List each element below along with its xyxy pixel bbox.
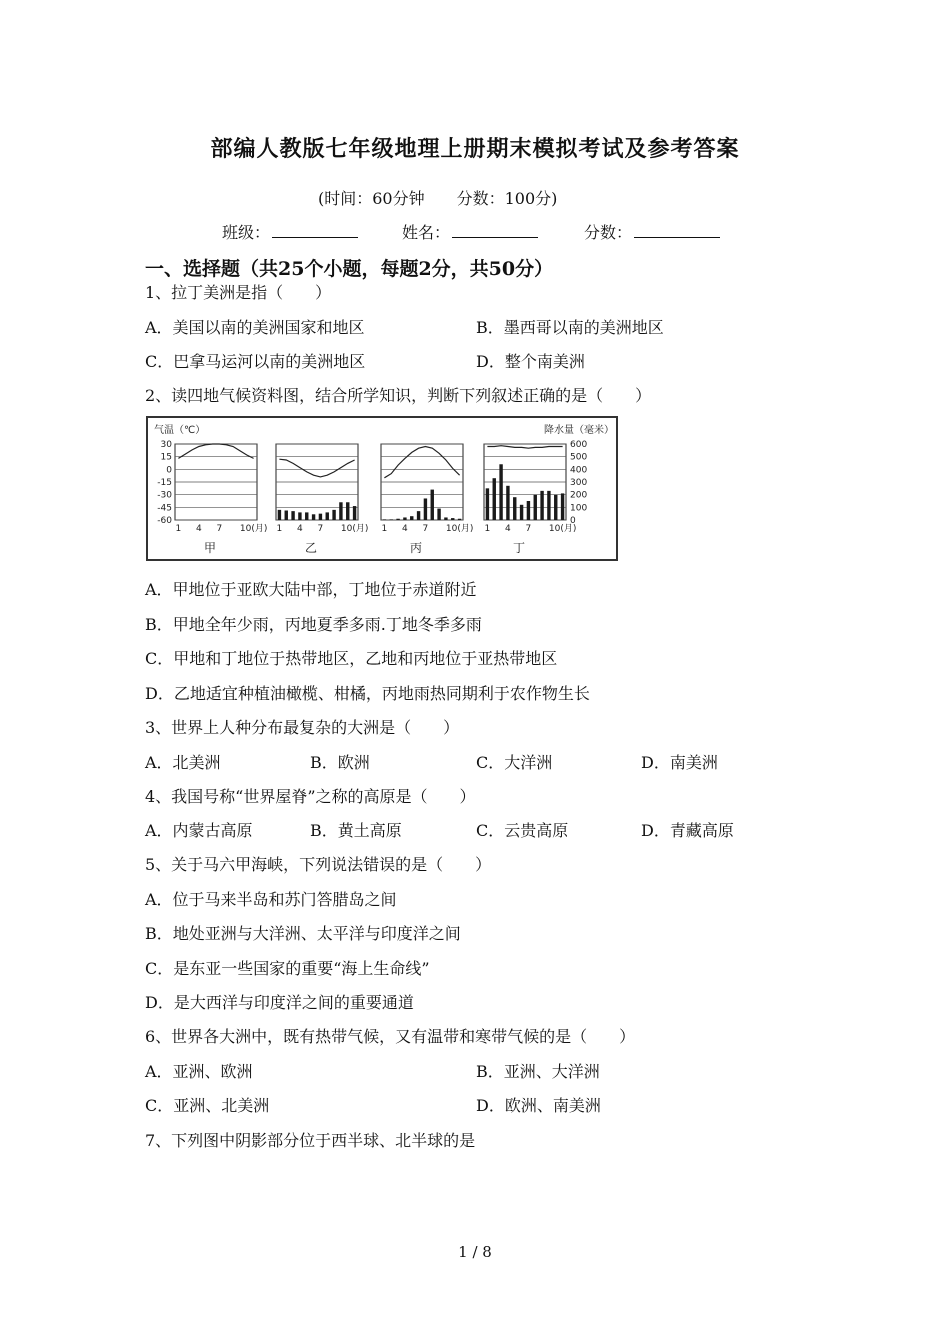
question-5-option-a[interactable]: A．位于马来半岛和苏门答腊岛之间: [145, 890, 397, 909]
question-1-stem: 1、拉丁美洲是指（ ）: [145, 283, 332, 302]
month-tick-label: 7: [525, 524, 532, 534]
question-3-option-a[interactable]: A．北美洲: [145, 753, 221, 772]
precipitation-bar: [319, 514, 322, 520]
precipitation-bar: [410, 516, 413, 520]
question-6-option-c[interactable]: C．亚洲、北美洲: [145, 1096, 270, 1115]
precipitation-bar: [561, 493, 564, 520]
month-tick-label: 10(月): [340, 524, 369, 534]
question-4-option-c[interactable]: C．云贵高原: [476, 821, 569, 840]
month-tick-label: 10(月): [445, 524, 474, 534]
month-tick-label: 7: [422, 524, 429, 534]
precipitation-bar: [493, 478, 496, 520]
month-tick-label: 1: [276, 524, 283, 534]
question-5-option-d[interactable]: D．是大西洋与印度洋之间的重要通道: [145, 993, 414, 1012]
precipitation-axis-label: 降水量（毫米）: [544, 425, 614, 436]
section-heading: 一、选择题（共25个小题，每题2分，共50分）: [145, 258, 554, 280]
precipitation-bar: [486, 488, 489, 520]
precipitation-tick-label: 300: [570, 478, 588, 488]
question-1-option-d[interactable]: D．整个南美洲: [476, 352, 585, 371]
question-3-option-b[interactable]: B．欧洲: [310, 753, 370, 772]
question-4-option-d[interactable]: D．青藏高原: [641, 821, 734, 840]
precipitation-bar: [353, 506, 356, 520]
precipitation-bar: [346, 502, 349, 520]
panel-name-label: 丁: [512, 541, 526, 555]
name-field: [402, 220, 538, 243]
month-tick-label: 4: [402, 524, 408, 534]
question-6-option-a[interactable]: A．亚洲、欧洲: [145, 1062, 253, 1081]
question-6-stem: 6、世界各大洲中，既有热带气候，又有温带和寒带气候的是（ ）: [145, 1027, 636, 1046]
class-blank[interactable]: [272, 223, 358, 238]
climate-chart-svg: [148, 418, 616, 559]
temperature-tick-label: -60: [157, 516, 172, 526]
precipitation-bar: [383, 519, 386, 520]
class-label: 班级：: [222, 223, 271, 242]
precipitation-bar: [332, 510, 335, 520]
time-score-info: (时间：60分钟 分数：100分): [318, 189, 558, 208]
temperature-tick-label: -45: [157, 503, 172, 514]
month-tick-label: 1: [484, 524, 491, 534]
panel-name-label: 丙: [409, 541, 423, 555]
question-2-option-b[interactable]: B．甲地全年少雨，丙地夏季多雨.丁地冬季多雨: [145, 615, 482, 634]
question-3-stem: 3、世界上人种分布最复杂的大洲是（ ）: [145, 718, 460, 737]
month-tick-label: 10(月): [548, 524, 577, 534]
precipitation-tick-label: 0: [570, 516, 576, 526]
month-tick-label: 7: [216, 524, 223, 534]
question-7-stem: 7、下列图中阴影部分位于西半球、北半球的是: [145, 1131, 476, 1150]
panel-name-label: 乙: [304, 541, 318, 555]
month-tick-label: 4: [196, 524, 202, 534]
question-5-option-b[interactable]: B．地处亚洲与大洋洲、太平洋与印度洋之间: [145, 924, 461, 943]
precipitation-bar: [396, 519, 399, 520]
precipitation-tick-label: 500: [570, 452, 588, 463]
temperature-curve: [178, 444, 253, 458]
precipitation-bar: [506, 486, 509, 520]
precipitation-bar: [437, 509, 440, 520]
month-tick-label: 1: [175, 524, 182, 534]
question-2-option-a[interactable]: A．甲地位于亚欧大陆中部，丁地位于赤道附近: [145, 580, 477, 599]
score-label: 分数：: [584, 223, 633, 242]
precipitation-bar: [339, 502, 342, 520]
panel-name-label: 甲: [203, 541, 217, 555]
page-title: 部编人教版七年级地理上册期末模拟考试及参考答案: [210, 136, 740, 162]
month-tick-label: 1: [381, 524, 388, 534]
precipitation-bar: [451, 518, 454, 520]
precipitation-bar: [424, 498, 427, 520]
score-field: [584, 220, 720, 243]
precipitation-bar: [547, 491, 550, 520]
temperature-axis-label: 气温（℃）: [154, 425, 206, 436]
question-3-option-c[interactable]: C．大洋洲: [476, 753, 553, 772]
precipitation-bar: [326, 512, 329, 520]
precipitation-bar: [444, 517, 447, 520]
question-1-option-a[interactable]: A．美国以南的美洲国家和地区: [145, 318, 365, 337]
question-4-option-a[interactable]: A．内蒙古高原: [145, 821, 253, 840]
precipitation-bar: [390, 519, 393, 520]
precipitation-bar: [278, 510, 281, 520]
class-field: [222, 220, 358, 243]
precipitation-tick-label: 400: [570, 465, 588, 476]
score-blank[interactable]: [634, 223, 720, 238]
question-4-option-b[interactable]: B．黄土高原: [310, 821, 402, 840]
name-label: 姓名：: [402, 223, 451, 242]
temperature-tick-label: 30: [160, 440, 172, 450]
precipitation-bar: [305, 512, 308, 520]
month-tick-label: 7: [317, 524, 324, 534]
question-2-stem: 2、读四地气候资料图，结合所学知识，判断下列叙述正确的是（ ）: [145, 386, 652, 405]
precipitation-bar: [534, 495, 537, 520]
precipitation-bar: [513, 497, 516, 520]
question-6-option-b[interactable]: B．亚洲、大洋洲: [476, 1062, 600, 1081]
precipitation-bar: [520, 505, 523, 520]
precipitation-bar: [417, 511, 420, 520]
month-tick-label: 4: [297, 524, 303, 534]
page-number: 1 / 8: [458, 1243, 492, 1261]
precipitation-bar: [540, 491, 543, 520]
precipitation-bar: [285, 511, 288, 521]
temperature-tick-label: 15: [160, 452, 172, 463]
temperature-curve: [384, 447, 459, 478]
climate-chart: [146, 416, 618, 561]
month-tick-label: 4: [505, 524, 511, 534]
temperature-tick-label: -30: [157, 490, 172, 501]
question-2-option-c[interactable]: C．甲地和丁地位于热带地区，乙地和丙地位于亚热带地区: [145, 649, 558, 668]
question-5-option-c[interactable]: C．是东亚一些国家的重要“海上生命线”: [145, 959, 430, 978]
precipitation-bar: [527, 501, 530, 520]
question-5-stem: 5、关于马六甲海峡，下列说法错误的是（ ）: [145, 855, 492, 874]
month-tick-label: 10(月): [239, 524, 268, 534]
precipitation-tick-label: 600: [570, 440, 588, 450]
precipitation-tick-label: 100: [570, 503, 588, 514]
precipitation-bar: [298, 512, 301, 520]
question-1-option-b[interactable]: B．墨西哥以南的美洲地区: [476, 318, 664, 337]
temperature-tick-label: 0: [166, 465, 172, 476]
precipitation-bar: [291, 511, 294, 520]
name-blank[interactable]: [452, 223, 538, 238]
precipitation-bar: [431, 490, 434, 520]
precipitation-tick-label: 200: [570, 490, 588, 501]
precipitation-bar: [499, 464, 502, 520]
question-3-option-d[interactable]: D．南美洲: [641, 753, 718, 772]
precipitation-bar: [458, 519, 461, 520]
temperature-curve: [279, 459, 354, 477]
question-6-option-d[interactable]: D．欧洲、南美洲: [476, 1096, 601, 1115]
question-1-option-c[interactable]: C．巴拿马运河以南的美洲地区: [145, 352, 366, 371]
question-4-stem: 4、我国号称“世界屋脊”之称的高原是（ ）: [145, 787, 476, 806]
precipitation-bar: [554, 495, 557, 520]
question-2-option-d[interactable]: D．乙地适宜种植油橄榄、柑橘，丙地雨热同期利于农作物生长: [145, 684, 590, 703]
precipitation-bar: [403, 517, 406, 520]
precipitation-bar: [312, 514, 315, 520]
temperature-tick-label: -15: [157, 478, 172, 488]
temperature-curve: [487, 446, 562, 449]
